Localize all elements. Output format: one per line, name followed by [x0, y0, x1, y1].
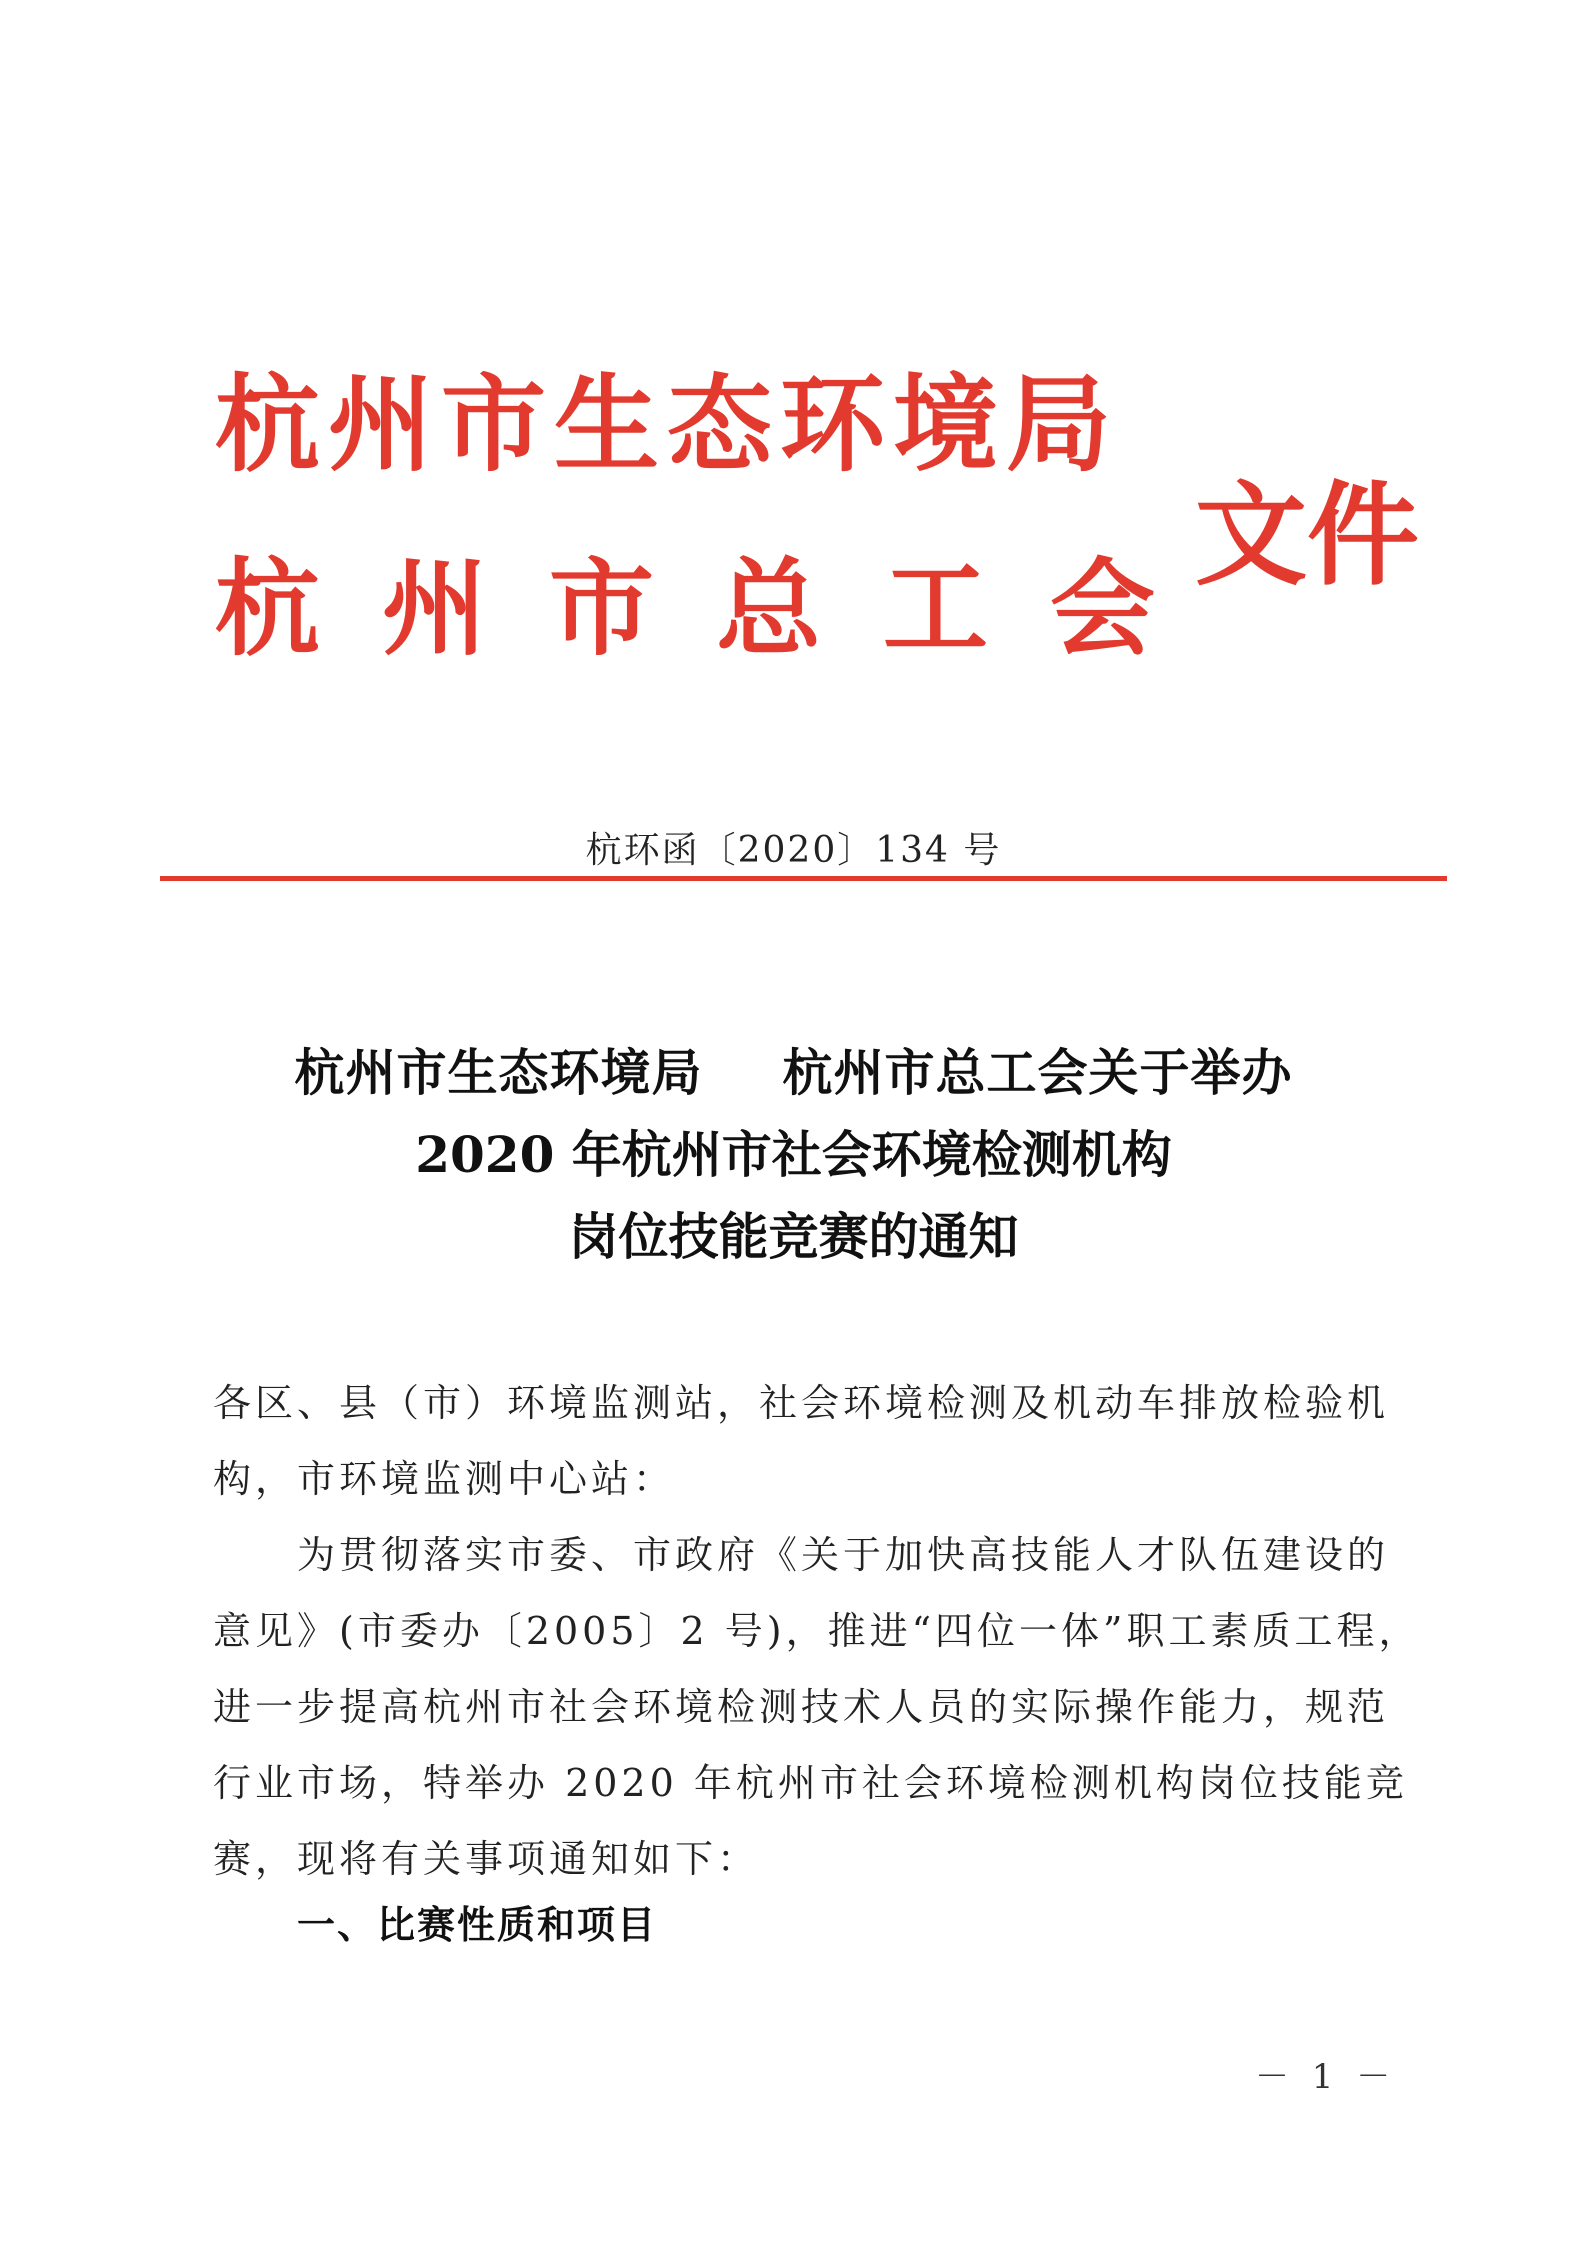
paragraph-line-4: 行业市场，特举办 2020 年杭州市社会环境检测机构岗位技能竞	[213, 1761, 1408, 1805]
document-title-line-1	[0, 1043, 1587, 1102]
paragraph-line-5: 赛，现将有关事项通知如下：	[213, 1837, 760, 1881]
section-1-heading: 一、比赛性质和项目	[297, 1903, 658, 1947]
paragraph-line-2: 意见》(市委办〔2005〕2 号)，推进“四位一体”职工素质工程，	[213, 1609, 1421, 1653]
paragraph-line-1: 为贯彻落实市委、市政府《关于加快高技能人才队伍建设的	[297, 1533, 1390, 1577]
title-issuer-2: 杭州市总工会关于举办	[782, 1043, 1293, 1102]
issuer-suffix-document: 文件	[1195, 470, 1419, 601]
document-number: 杭环函〔2020〕134 号	[585, 830, 1002, 871]
title-issuer-1: 杭州市生态环境局	[294, 1043, 703, 1102]
issuer-name-trade-union: 杭州市总工会	[215, 546, 1218, 670]
recipients-line-1: 各区、县（市）环境监测站，社会环境检测及机动车排放检验机	[213, 1381, 1390, 1425]
recipients-line-2: 构，市环境监测中心站：	[213, 1457, 676, 1501]
document-title-line-2: 2020 年杭州市社会环境检测机构	[415, 1125, 1172, 1184]
page-number: － 1 －	[1255, 2057, 1397, 2097]
red-separator-line	[160, 876, 1447, 881]
issuer-name-ecology-bureau: 杭州市生态环境局	[215, 362, 1120, 486]
paragraph-line-3: 进一步提高杭州市社会环境检测技术人员的实际操作能力，规范	[213, 1685, 1390, 1729]
document-title-line-3: 岗位技能竞赛的通知	[568, 1207, 1019, 1266]
